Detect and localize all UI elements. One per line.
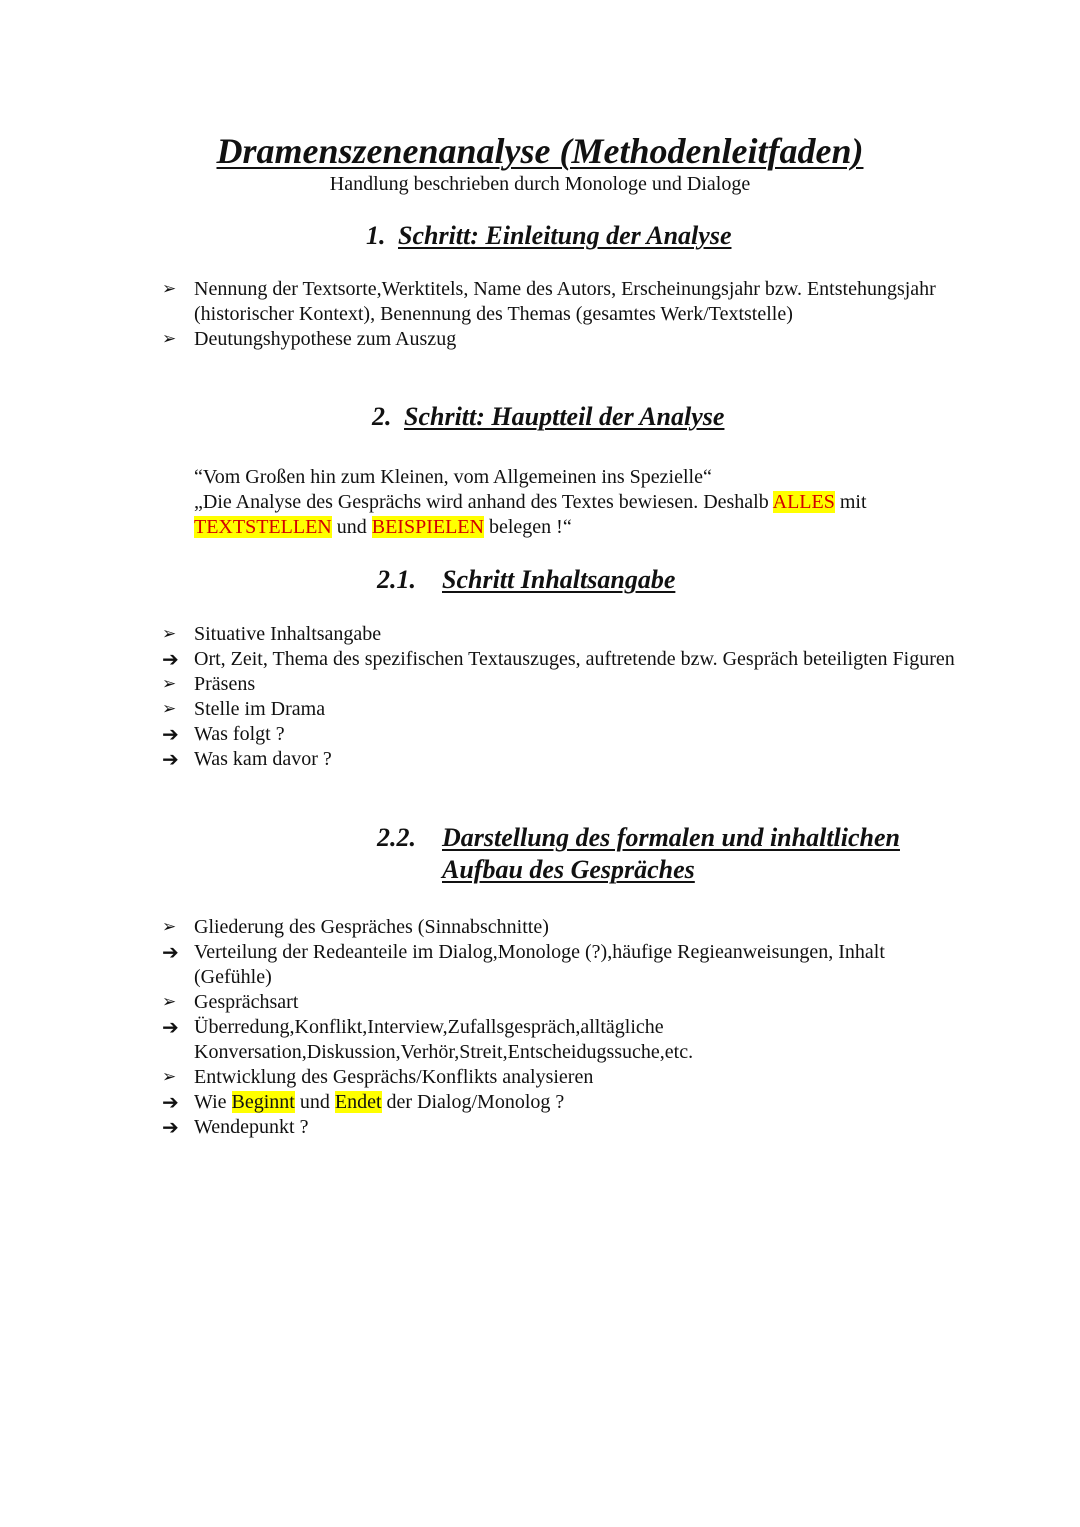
list-item: ➢ Deutungshypothese zum Auszug [162,328,457,350]
arrow-bullet-icon: ➔ [162,1090,179,1114]
document-subtitle: Handlung beschrieben durch Monologe und Dialoge [329,173,751,195]
section-2-2-title: Darstellung des formalen und inhaltlichen Aufbau des Gespräches [442,823,900,884]
list-item: ➔ Wie Beginnt und Endet der Dialog/Monolog ? [162,1090,565,1114]
highlight-beispielen: BEISPIELEN [371,516,484,538]
list-item: ➔ Überredung,Konflikt,Interview,Zufallsgespräch,alltägliche Konversation,Diskussion,Verhör,Streit,Entscheidugssuche,etc. [162,1015,694,1063]
section-2-number: 2. [372,402,392,431]
triangle-bullet-icon: ➢ [162,674,177,694]
triangle-bullet-icon: ➢ [162,699,177,719]
section-1-title: Schritt: Einleitung der Analyse [398,221,732,250]
section-2-1-heading [377,564,675,596]
list-item: ➢ Stelle im Drama [162,698,326,720]
arrow-bullet-icon: ➔ [162,747,179,771]
list-item: ➢ Nennung der Textsorte,Werktitels, Name des Autors, Erscheinungsjahr bzw. Entstehungsjahr (historischer Kontext), Benennung des Themas (gesamtes Werk/Textstelle) [162,278,936,325]
arrow-bullet-icon: ➔ [162,722,179,746]
section-1-number: 1. [366,221,386,250]
list-item: ➔ Verteilung der Redeanteile im Dialog,Monologe (?),häufige Regieanweisungen, Inhalt (Gefühle) [162,940,885,988]
document-title: Dramenszenenanalyse (Methodenleitfaden) [216,131,864,171]
section-2-2-list [160,915,960,1140]
triangle-bullet-icon: ➢ [162,1067,177,1087]
section-2-1-title: Schritt Inhaltsangabe [442,565,676,594]
section-1-heading [366,220,731,252]
triangle-bullet-icon: ➢ [162,992,177,1012]
list-item: ➔ Was folgt ? [162,722,285,746]
list-item: ➢ Gliederung des Gespräches (Sinnabschnitte) [162,916,549,938]
section-2-title: Schritt: Hauptteil der Analyse [404,402,725,431]
section-2-heading [372,401,724,433]
arrow-bullet-icon: ➔ [162,647,179,671]
highlight-beginnt: Beginnt [231,1091,295,1113]
arrow-bullet-icon: ➔ [162,940,179,964]
section-2-2-heading [377,822,962,886]
list-item: ➢ Situative Inhaltsangabe [162,623,382,645]
quote-line-1: “Vom Großen hin zum Kleinen, vom Allgemeinen ins Spezielle“ [194,466,712,488]
list-item: ➢ Gesprächsart [162,991,299,1013]
arrow-bullet-icon: ➔ [162,1115,179,1139]
section-2-2-number: 2.2. [377,823,416,852]
triangle-bullet-icon: ➢ [162,279,177,299]
section-2-1-list [160,622,960,772]
highlight-endet: Endet [334,1091,382,1113]
arrow-bullet-icon: ➔ [162,1015,179,1039]
triangle-bullet-icon: ➢ [162,624,177,644]
list-item: ➢ Präsens [162,673,256,695]
section-2-quote [194,465,974,540]
list-item: ➔ Ort, Zeit, Thema des spezifischen Textauszuges, auftretende bzw. Gespräch beteiligten Figuren [162,647,955,671]
section-1-list [160,277,960,352]
list-item: ➔ Wendepunkt ? [162,1115,309,1139]
quote-line-2: „Die Analyse des Gesprächs wird anhand des Textes bewiesen. Deshalb ALLES mit TEXTSTELLEN und BEISPIELEN belegen !“ [194,491,867,538]
list-item: ➔ Was kam davor ? [162,747,332,771]
triangle-bullet-icon: ➢ [162,917,177,937]
list-item: ➢ Entwicklung des Gesprächs/Konflikts analysieren [162,1066,594,1088]
highlight-textstellen: TEXTSTELLEN [194,516,332,538]
triangle-bullet-icon: ➢ [162,329,177,349]
highlight-alles: ALLES [772,491,835,513]
section-2-1-number: 2.1. [377,565,416,594]
